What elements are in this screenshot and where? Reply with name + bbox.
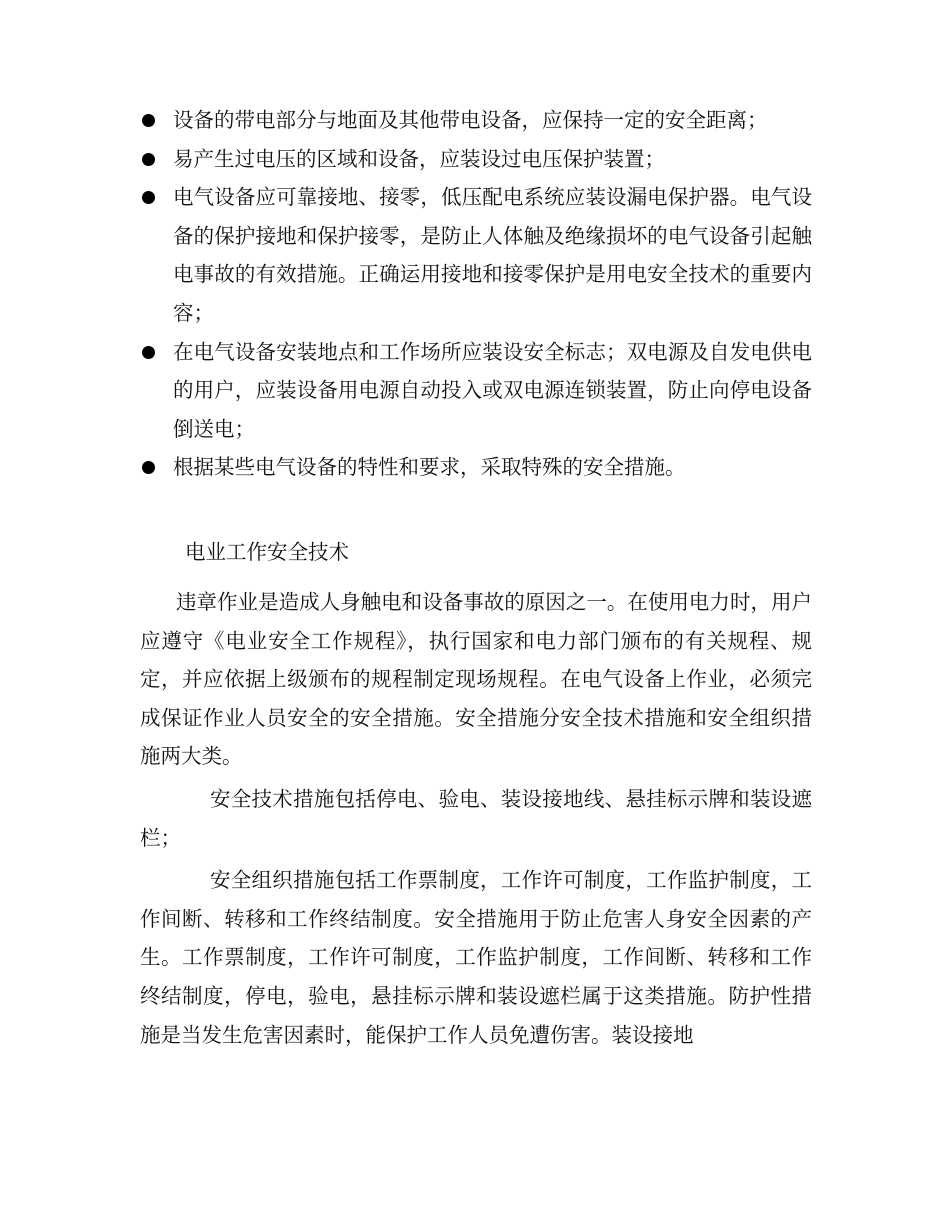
bullet-dot-icon	[142, 191, 155, 204]
bullet-dot-icon	[142, 346, 155, 359]
list-item	[140, 448, 812, 487]
list-item	[140, 140, 812, 179]
section-heading: 电业工作安全技术	[185, 540, 349, 564]
list-item-text: 易产生过电压的区域和设备，应装设过电压保护装置；	[173, 146, 665, 171]
body-text	[140, 583, 812, 1058]
list-item	[140, 178, 812, 332]
list-item-text: 在电气设备安装地点和工作场所应装设安全标志；双电源及自发电供电的用户，应装设备用电源自动投入或双电源连锁装置，防止向停电设备倒送电；	[173, 339, 812, 441]
list-item-text: 设备的带电部分与地面及其他带电设备，应保持一定的安全距离；	[173, 108, 768, 132]
paragraph-organizational-measures: 安全组织措施包括工作票制度，工作许可制度，工作监护制度，工作间断、转移和工作终结制度。安全措施用于防止危害人身安全因素的产生。工作票制度，工作许可制度，工作监护制度，工作间断、转移和工作终结制度，停电，验电，悬挂标示牌和装设遮栏属于这类措施。防护性措施是当发生危害因素时，能保护工作人员免遭伤害。装设接地	[140, 868, 812, 1047]
list-item-text: 根据某些电气设备的特性和要求，采取特殊的安全措施。	[173, 455, 686, 480]
list-item-text: 电气设备应可靠接地、接零，低压配电系统应装设漏电保护器。电气设备的保护接地和保护接零，是防止人体触及绝缘损坏的电气设备引起触电事故的有效措施。正确运用接地和接零保护是用电安全技术的重要内容；	[173, 185, 812, 325]
bullet-dot-icon	[142, 461, 155, 474]
bullet-dot-icon	[142, 114, 155, 127]
paragraph-technical-measures: 安全技术措施包括停电、验电、装设接地线、悬挂标示牌和装设遮栏；	[140, 786, 812, 850]
paragraph-intro: 违章作业是造成人身触电和设备事故的原因之一。在使用电力时，用户应遵守《电业安全工作规程》，执行国家和电力部门颁布的有关规程、规定，并应依据上级颁布的规程制定现场规程。在电气设备上作业，必须完成保证作业人员安全的安全措施。安全措施分安全技术措施和安全组织措施两大类。	[140, 590, 812, 769]
list-item	[140, 101, 812, 140]
bullet-dot-icon	[142, 153, 155, 166]
list-item	[140, 333, 812, 449]
safety-measures-list	[140, 101, 812, 487]
